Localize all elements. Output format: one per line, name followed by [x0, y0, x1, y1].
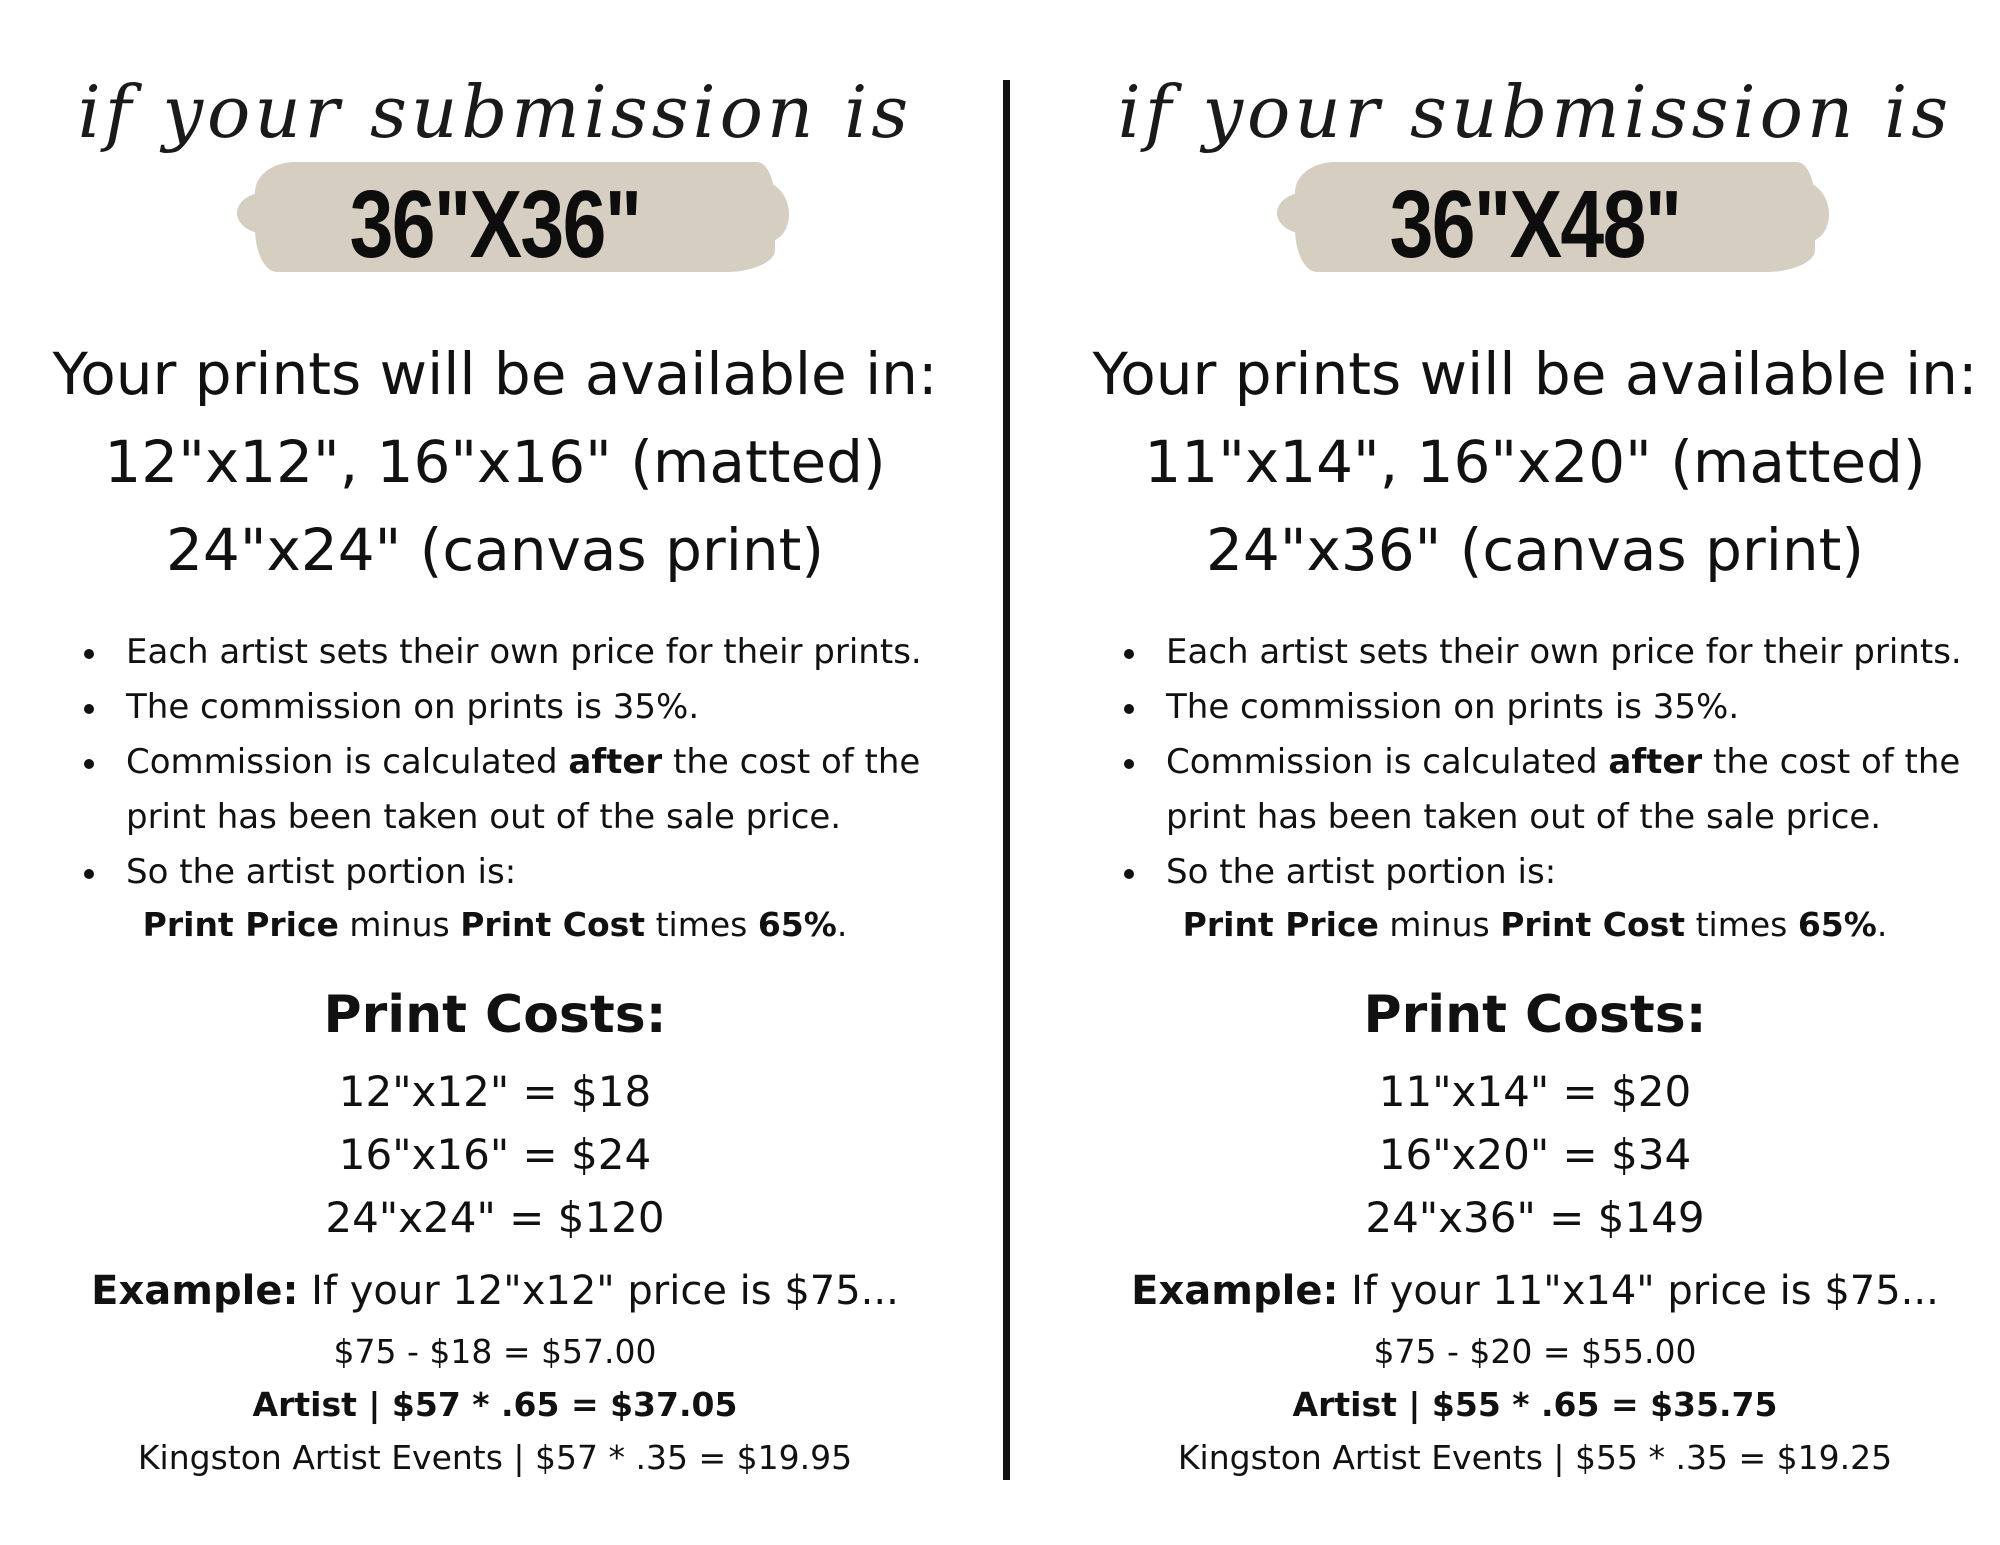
cost-line: 12"x12" = $18	[338, 1067, 652, 1116]
list-item: So the artist portion is:	[70, 845, 970, 900]
list-item: Each artist sets their own price for their prints.	[70, 625, 970, 680]
cost-line: 16"x16" = $24	[338, 1130, 652, 1179]
canvas-size: 24"x36" (canvas print)	[1206, 516, 1864, 584]
list-item: So the artist portion is:	[1110, 845, 2000, 900]
canvas-size: 24"x24" (canvas print)	[166, 516, 824, 584]
availability-block	[1050, 330, 2000, 594]
cost-line: 16"x20" = $34	[1378, 1130, 1692, 1179]
list-item: The commission on prints is 35%.	[1110, 680, 2000, 735]
bullet-icon	[84, 649, 94, 659]
event-share-line: Kingston Artist Events | $57 * .35 = $19.95	[137, 1438, 853, 1477]
event-share-line: Kingston Artist Events | $55 * .35 = $19.25	[1177, 1438, 1893, 1477]
print-costs-heading: Print Costs:	[323, 985, 667, 1045]
bullet-icon	[1124, 869, 1134, 879]
cost-line: 24"x24" = $120	[325, 1193, 665, 1242]
list-item: The commission on prints is 35%.	[70, 680, 970, 735]
print-costs-heading: Print Costs:	[1363, 985, 1707, 1045]
left-panel	[10, 0, 980, 1545]
example-heading: Example: If your 12"x12" price is $75...	[91, 1268, 899, 1314]
bullet-icon	[84, 704, 94, 714]
submission-size: 36"X48"	[1389, 171, 1681, 278]
bullet-icon	[84, 759, 94, 769]
matted-sizes: 12"x12", 16"x16" (matted)	[104, 428, 886, 496]
bullet-icon	[1124, 759, 1134, 769]
script-heading: if your submission is	[77, 70, 913, 154]
calc-line: $75 - $20 = $55.00	[1373, 1332, 1697, 1371]
artist-share-line: Artist | $57 * .65 = $37.05	[252, 1385, 738, 1424]
right-panel	[1050, 0, 2000, 1545]
bullet-icon	[1124, 649, 1134, 659]
cost-line: 11"x14" = $20	[1378, 1067, 1692, 1116]
print-costs-list	[1050, 1060, 2000, 1249]
artist-portion-formula: Print Price minus Print Cost times 65%.	[142, 905, 848, 944]
list-item: Commission is calculated after the cost of the print has been taken out of the sale price.	[1110, 735, 2000, 845]
script-heading: if your submission is	[1117, 70, 1953, 154]
info-bullets	[70, 625, 970, 900]
vertical-divider	[1003, 80, 1010, 1480]
availability-heading: Your prints will be available in:	[52, 340, 938, 408]
cost-line: 24"x36" = $149	[1365, 1193, 1705, 1242]
artist-share-line: Artist | $55 * .65 = $35.75	[1292, 1385, 1778, 1424]
example-calculation	[10, 1325, 980, 1484]
list-item: Each artist sets their own price for their prints.	[1110, 625, 2000, 680]
list-item: Commission is calculated after the cost of the print has been taken out of the sale price.	[70, 735, 970, 845]
example-calculation	[1050, 1325, 2000, 1484]
info-bullets	[1110, 625, 2000, 900]
print-costs-list	[10, 1060, 980, 1249]
panel-header	[10, 40, 980, 300]
example-heading: Example: If your 11"x14" price is $75...	[1131, 1268, 1939, 1314]
availability-heading: Your prints will be available in:	[1092, 340, 1978, 408]
bullet-icon	[84, 869, 94, 879]
availability-block	[10, 330, 980, 594]
bullet-icon	[1124, 704, 1134, 714]
panel-header	[1050, 40, 2000, 300]
matted-sizes: 11"x14", 16"x20" (matted)	[1144, 428, 1926, 496]
submission-size: 36"X36"	[349, 171, 641, 278]
artist-portion-formula: Print Price minus Print Cost times 65%.	[1182, 905, 1888, 944]
calc-line: $75 - $18 = $57.00	[333, 1332, 657, 1371]
